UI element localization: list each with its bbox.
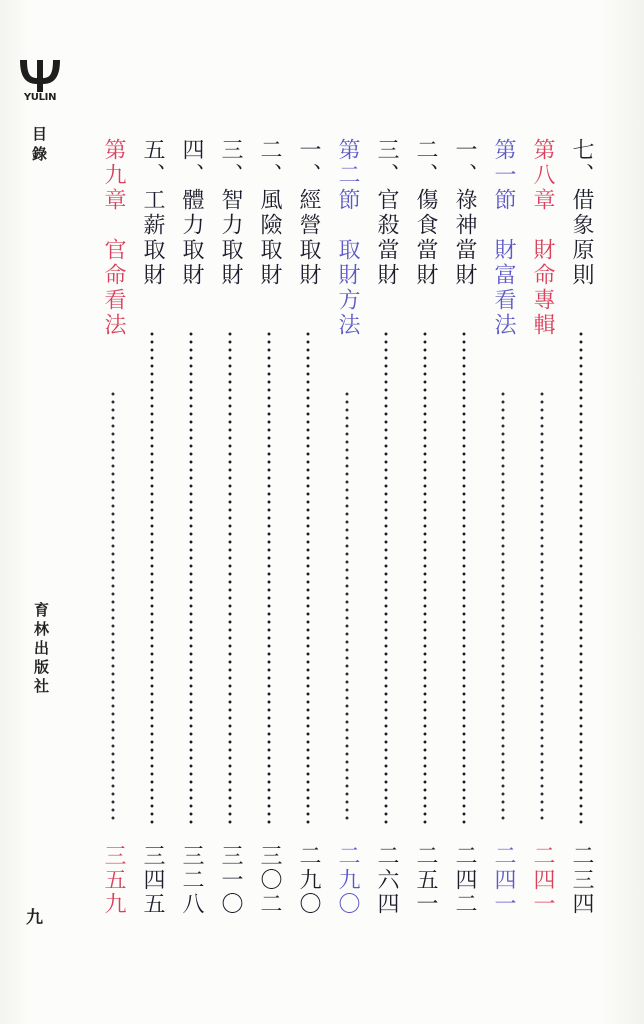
toc-entry[interactable] <box>371 138 401 938</box>
publisher-logo-text: YULIN <box>23 92 57 103</box>
toc-item-title: 三、智力取財 <box>218 138 243 288</box>
leader-dots <box>188 330 194 824</box>
publisher-name: 育林出版社 <box>32 602 50 697</box>
toc-entry[interactable] <box>215 138 245 938</box>
toc-page-number: 二五一 <box>413 844 438 916</box>
toc-entry[interactable] <box>527 138 557 938</box>
toc-entry[interactable] <box>137 138 167 938</box>
page-number: 九 <box>26 908 43 928</box>
leader-dots <box>149 330 155 824</box>
toc-entry[interactable] <box>293 138 323 938</box>
toc-entry[interactable] <box>488 138 518 938</box>
toc-item-title: 二、風險取財 <box>257 138 282 288</box>
toc-page-number: 二三四 <box>569 844 594 916</box>
toc-entry[interactable] <box>449 138 479 938</box>
yulin-logo-icon <box>17 56 63 94</box>
section-title: 第一節 財富看法 <box>491 138 516 338</box>
leader-dots <box>461 330 467 824</box>
toc-page-number: 三五九 <box>101 844 126 916</box>
toc-item-title: 七、借象原則 <box>569 138 594 288</box>
toc-page-number: 三二八 <box>179 844 204 916</box>
leader-dots <box>110 390 116 824</box>
toc-page-number: 三四五 <box>140 844 165 916</box>
toc-page-number: 三一〇 <box>218 844 243 916</box>
leader-dots <box>344 390 350 824</box>
leader-dots <box>383 330 389 824</box>
toc-entry[interactable] <box>410 138 440 938</box>
toc-entry[interactable] <box>332 138 362 938</box>
leader-dots <box>578 330 584 824</box>
toc-page-number: 二六四 <box>374 844 399 916</box>
toc-entry[interactable] <box>98 138 128 938</box>
section-title: 第二節 取財方法 <box>335 138 360 338</box>
toc-entry[interactable] <box>176 138 206 938</box>
toc-page-number: 三〇二 <box>257 844 282 916</box>
toc-item-title: 二、傷食當財 <box>413 138 438 288</box>
toc-entry[interactable] <box>566 138 596 938</box>
toc-item-title: 一、祿神當財 <box>452 138 477 288</box>
running-title: 目錄 <box>30 126 48 166</box>
leader-dots <box>266 330 272 824</box>
toc-page-number: 二九〇 <box>296 844 321 916</box>
toc-page-number: 二四一 <box>491 844 516 916</box>
chapter-title: 第八章 財命專輯 <box>530 138 555 338</box>
leader-dots <box>305 330 311 824</box>
toc-item-title: 三、官殺當財 <box>374 138 399 288</box>
leader-dots <box>500 390 506 824</box>
toc-item-title: 四、體力取財 <box>179 138 204 288</box>
toc-page-number: 二四二 <box>452 844 477 916</box>
leader-dots <box>227 330 233 824</box>
chapter-title: 第九章 官命看法 <box>101 138 126 338</box>
toc-page-number: 二九〇 <box>335 844 360 916</box>
toc-item-title: 五、工薪取財 <box>140 138 165 288</box>
toc-item-title: 一、經營取財 <box>296 138 321 288</box>
leader-dots <box>539 390 545 824</box>
leader-dots <box>422 330 428 824</box>
toc-entry[interactable] <box>254 138 284 938</box>
toc-page-number: 二四一 <box>530 844 555 916</box>
